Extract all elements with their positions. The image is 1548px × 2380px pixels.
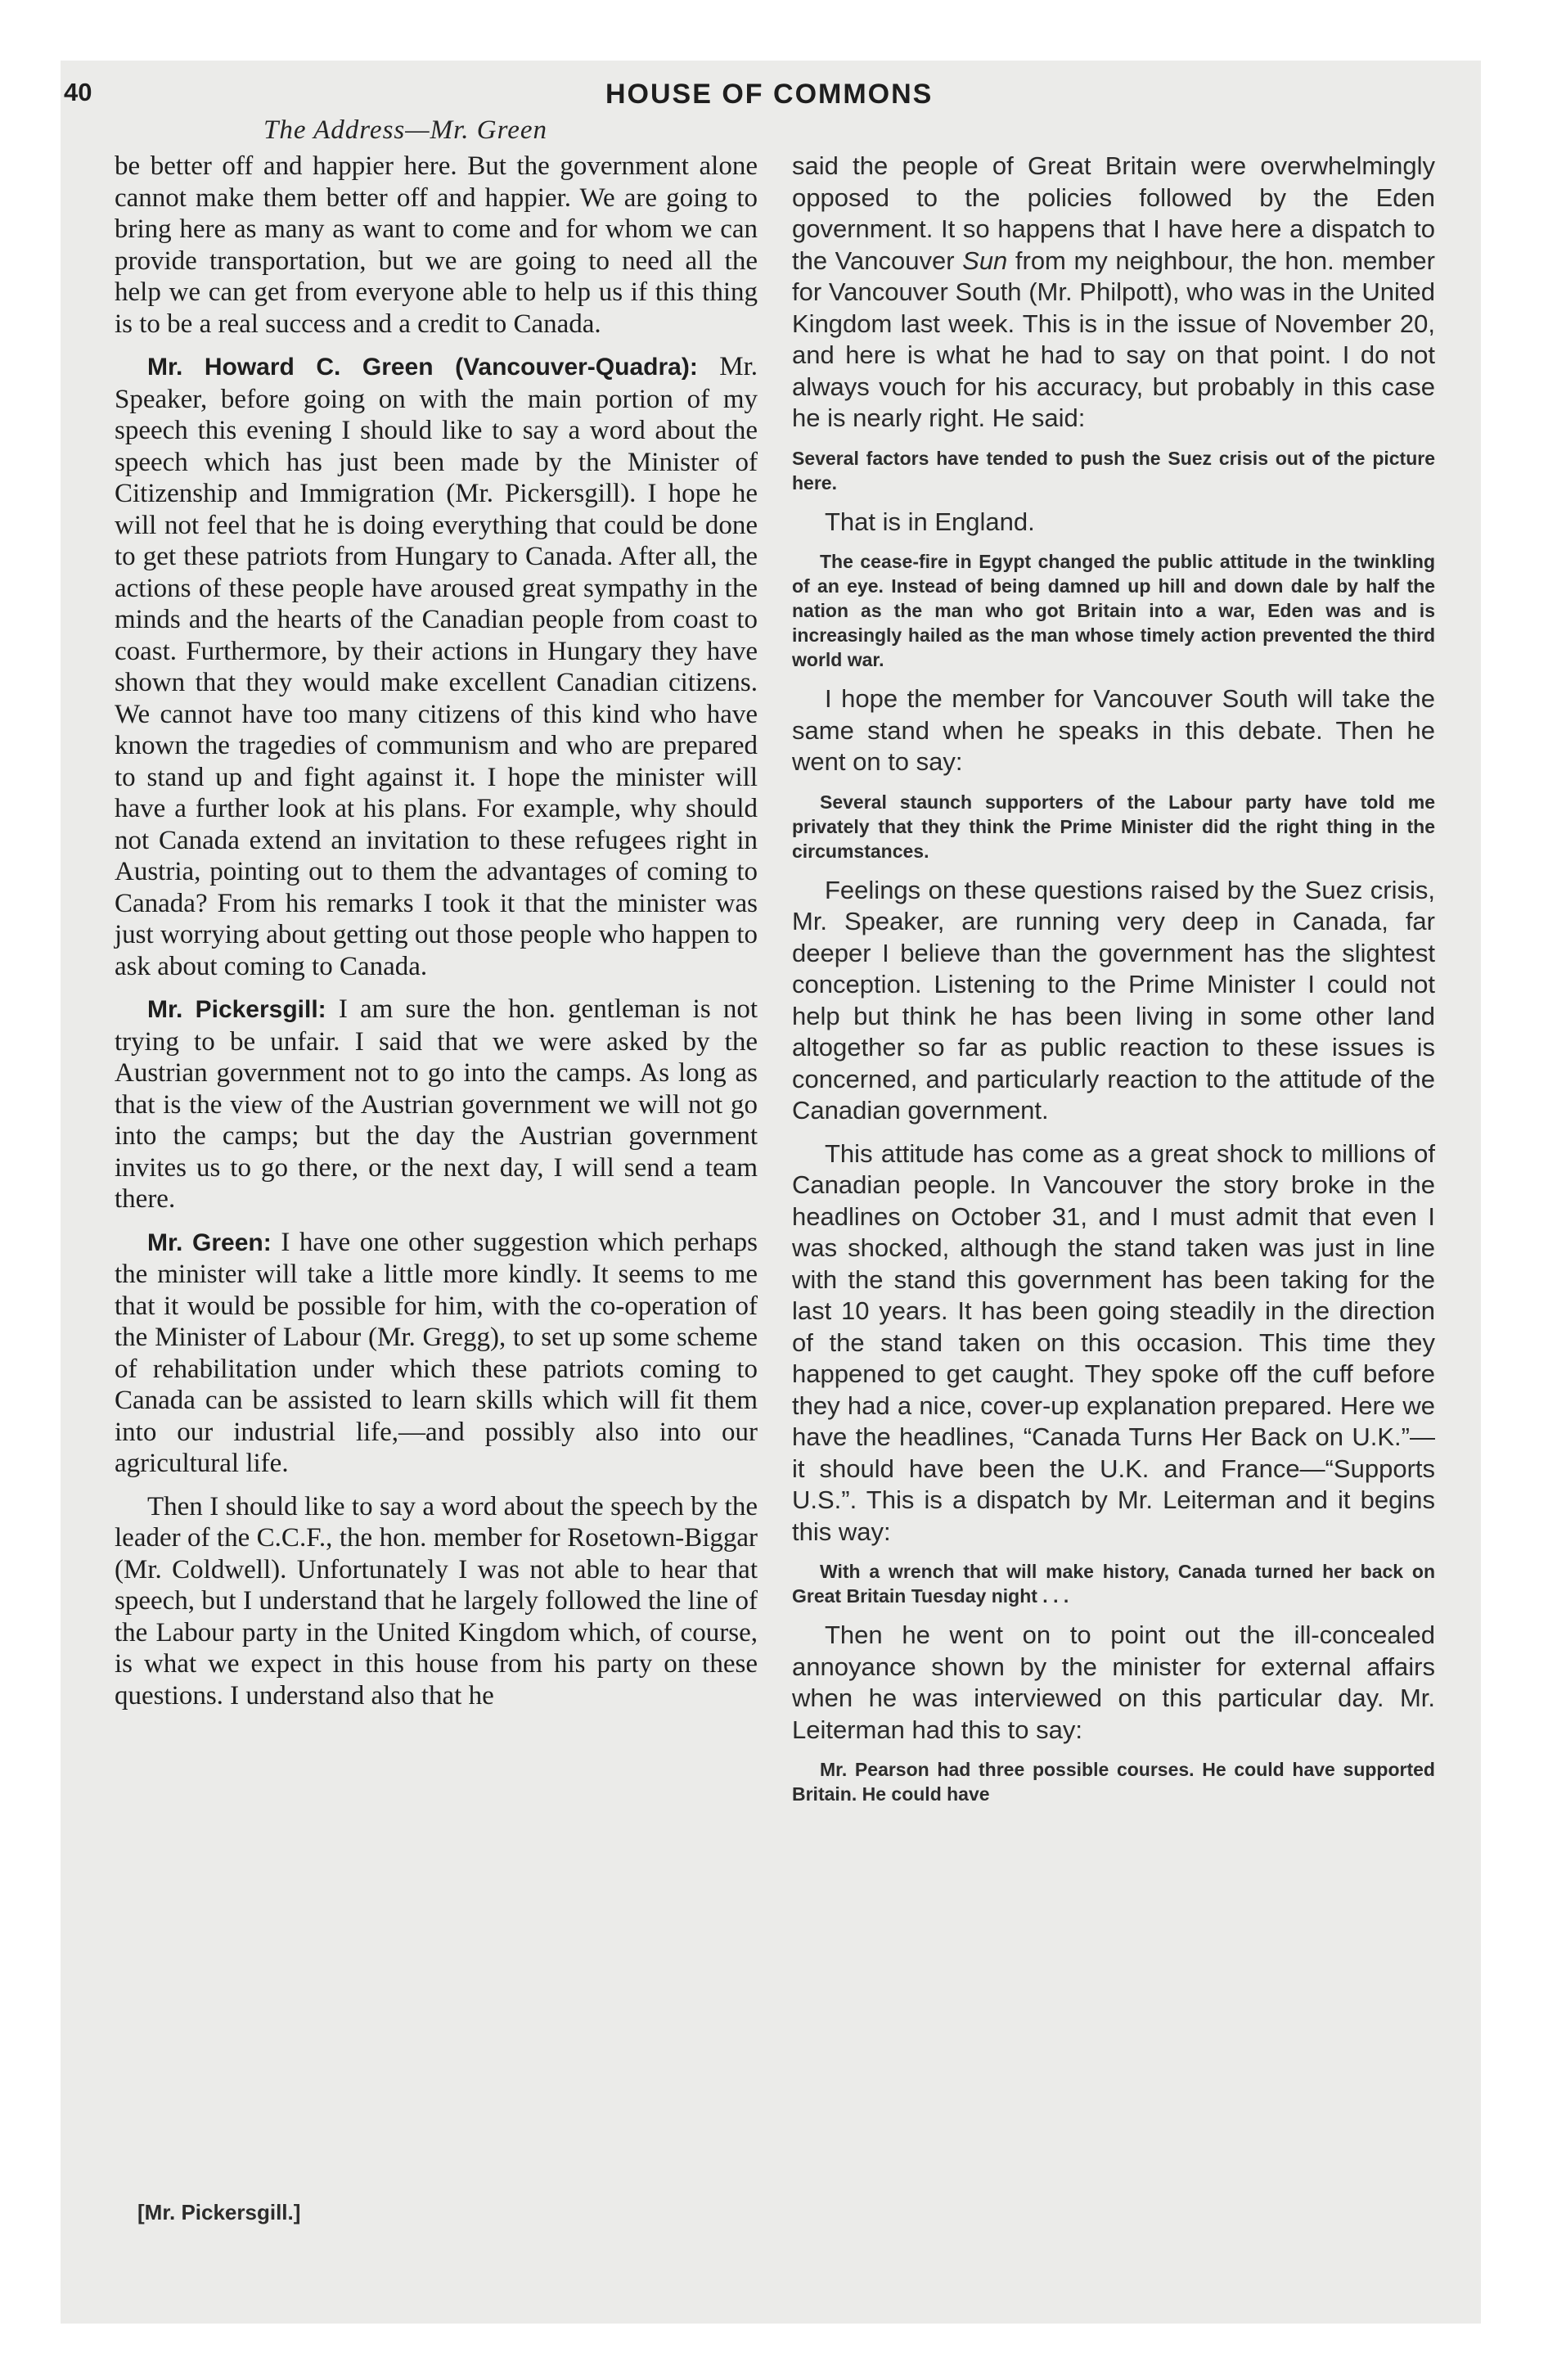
running-header: HOUSE OF COMMONS xyxy=(605,79,934,110)
left-column xyxy=(115,151,758,1723)
footer-speaker-ref: [Mr. Pickersgill.] xyxy=(137,2200,301,2224)
block-quote: Mr. Pearson had three possible courses. He could have supported Britain. He could have xyxy=(792,1759,1435,1805)
paragraph xyxy=(115,994,758,1215)
paragraph xyxy=(115,1491,758,1712)
paragraph xyxy=(115,351,758,982)
speaker-name: Mr. Green: xyxy=(147,1228,272,1256)
paragraph-text: I am sure the hon. gentleman is not trying to be unfair. I said that we were asked by the Austrian government not to go into the camps. As long as that is the view of the Austrian government we will not go into the camps; but the day the Austrian government invites us to go there, or the next day, I will send a team there. xyxy=(115,994,758,1214)
paragraph xyxy=(792,151,1435,435)
block-quote: With a wrench that will make history, Canada turned her back on Great Britain Tuesday night . . . xyxy=(792,1561,1435,1607)
paragraph: Feelings on these questions raised by the Suez crisis, Mr. Speaker, are running very deep in Canada, far deeper I believe than the government has the slightest conception. Listening to the Prime Minister I could not help but think he has been living in some other land altogether so far as public reaction to these issues is concerned, and particularly reaction to the attitude of the Canadian government. xyxy=(792,875,1435,1125)
speaker-name: Mr. Pickersgill: xyxy=(147,996,326,1023)
paragraph-text: Then I should like to say a word about the speech by the leader of the C.C.F., the hon. member for Rosetown-Biggar (Mr. Coldwell). Unfortunately I was not able to hear that speech, but I understand that he largely followed the line of the Labour party in the United Kingdom which, of course, is what we expect in this house from his party on these questions. I understand also that he xyxy=(115,1491,758,1711)
block-quote: Several staunch supporters of the Labour party have told me privately that they think the Prime Minister did the right thing in the circumstances. xyxy=(792,791,1435,862)
paragraph xyxy=(115,1227,758,1480)
block-quote: Several factors have tended to push the Suez crisis out of the picture here. xyxy=(792,447,1435,494)
newspaper-title: Sun xyxy=(962,246,1008,275)
paragraph: I hope the member for Vancouver South will take the same stand when he speaks in this debate. Then he went on to say: xyxy=(792,684,1435,776)
paragraph xyxy=(115,151,758,340)
page-number: 40 xyxy=(64,78,92,106)
paragraph: This attitude has come as a great shock to millions of Canadian people. In Vancouver the story broke in the headlines on October 31, and I must admit that even I was shocked, although the stand taken was just in line with the stand this government has been taking for the last 10 years. It has been going steadily in the direction of the stand taken on this occasion. This time they happened to get caught. They spoke off the cuff before they had a nice, cover-up explanation prepared. Here we have the headlines, “Canada Turns Her Back on U.K.”—it should have been the U.K. and France—“Supports U.S.”. This is a dispatch by Mr. Leiterman and it begins this way: xyxy=(792,1138,1435,1546)
paragraph-text: from my neighbour, the hon. member for Vancouver South (Mr. Philpott), who was in the United Kingdom last week. This is in the issue of November 20, and here is what he had to say on that point. I do not always vouch for his accuracy, but probably in this case he is nearly right. He said: xyxy=(792,246,1435,432)
paragraph-text: I have one other suggestion which perhaps the minister will take a little more kindly. It seems to me that it would be possible for him, with the co-operation of the Minister of Labour (Mr. Gregg), to set up some scheme of rehabilitation under which these patriots coming to Canada can be assisted to learn skills which will fit them into our industrial life,—and possibly also into our agricultural life. xyxy=(115,1227,758,1478)
paragraph-text: Mr. Speaker, before going on with the main portion of my speech this evening I should like to say a word about the speech which has just been made by the Minister of Citizenship and Immigration (Mr. Pickersgill). I hope he will not feel that he is doing everything that could be done to get these patriots from Hungary to Canada. After all, the actions of these people have aroused great sympathy in the minds and the hearts of the Canadian people from coast to coast. Furthermore, by their actions in Hungary they have shown that they would make excellent Canadian citizens. We cannot have too many citizens of this kind who have known the tragedies of communism and who are prepared to stand up and fight against it. I hope the minister will have a further look at his plans. For example, why should not Canada extend an invitation to these refugees right in Austria, pointing out to them the advantages of coming to Canada? From his remarks I took it that the minister was just worrying about getting out those people who happen to ask about coming to Canada. xyxy=(115,352,758,981)
section-subheader: The Address—Mr. Green xyxy=(263,115,548,145)
paragraph-text: be better off and happier here. But the government alone cannot make them better off and happier. We are going to bring here as many as want to come and for whom we can provide transportation, but we are going to need all the help we can get from everyone able to help us if this thing is to be a real success and a credit to Canada. xyxy=(115,151,758,339)
right-column xyxy=(792,151,1435,1818)
paragraph-text: said the people of Great Britain were overwhelmingly opposed to the policies followed by the Eden government. It so happens that I have here a dispatch to the Vancouver xyxy=(792,151,1435,275)
paragraph: Then he went on to point out the ill-concealed annoyance shown by the minister for external affairs when he was interviewed on this particular day. Mr. Leiterman had this to say: xyxy=(792,1620,1435,1744)
block-quote: The cease-fire in Egypt changed the public attitude in the twinkling of an eye. Instead of being damned up hill and down dale by half the nation as the man who got Britain into a war, Eden was and is increasingly hailed as the man whose timely action prevented the third world war. xyxy=(792,551,1435,670)
paragraph: That is in England. xyxy=(825,507,1035,536)
speaker-name: Mr. Howard C. Green (Vancouver-Quadra): xyxy=(147,354,698,381)
